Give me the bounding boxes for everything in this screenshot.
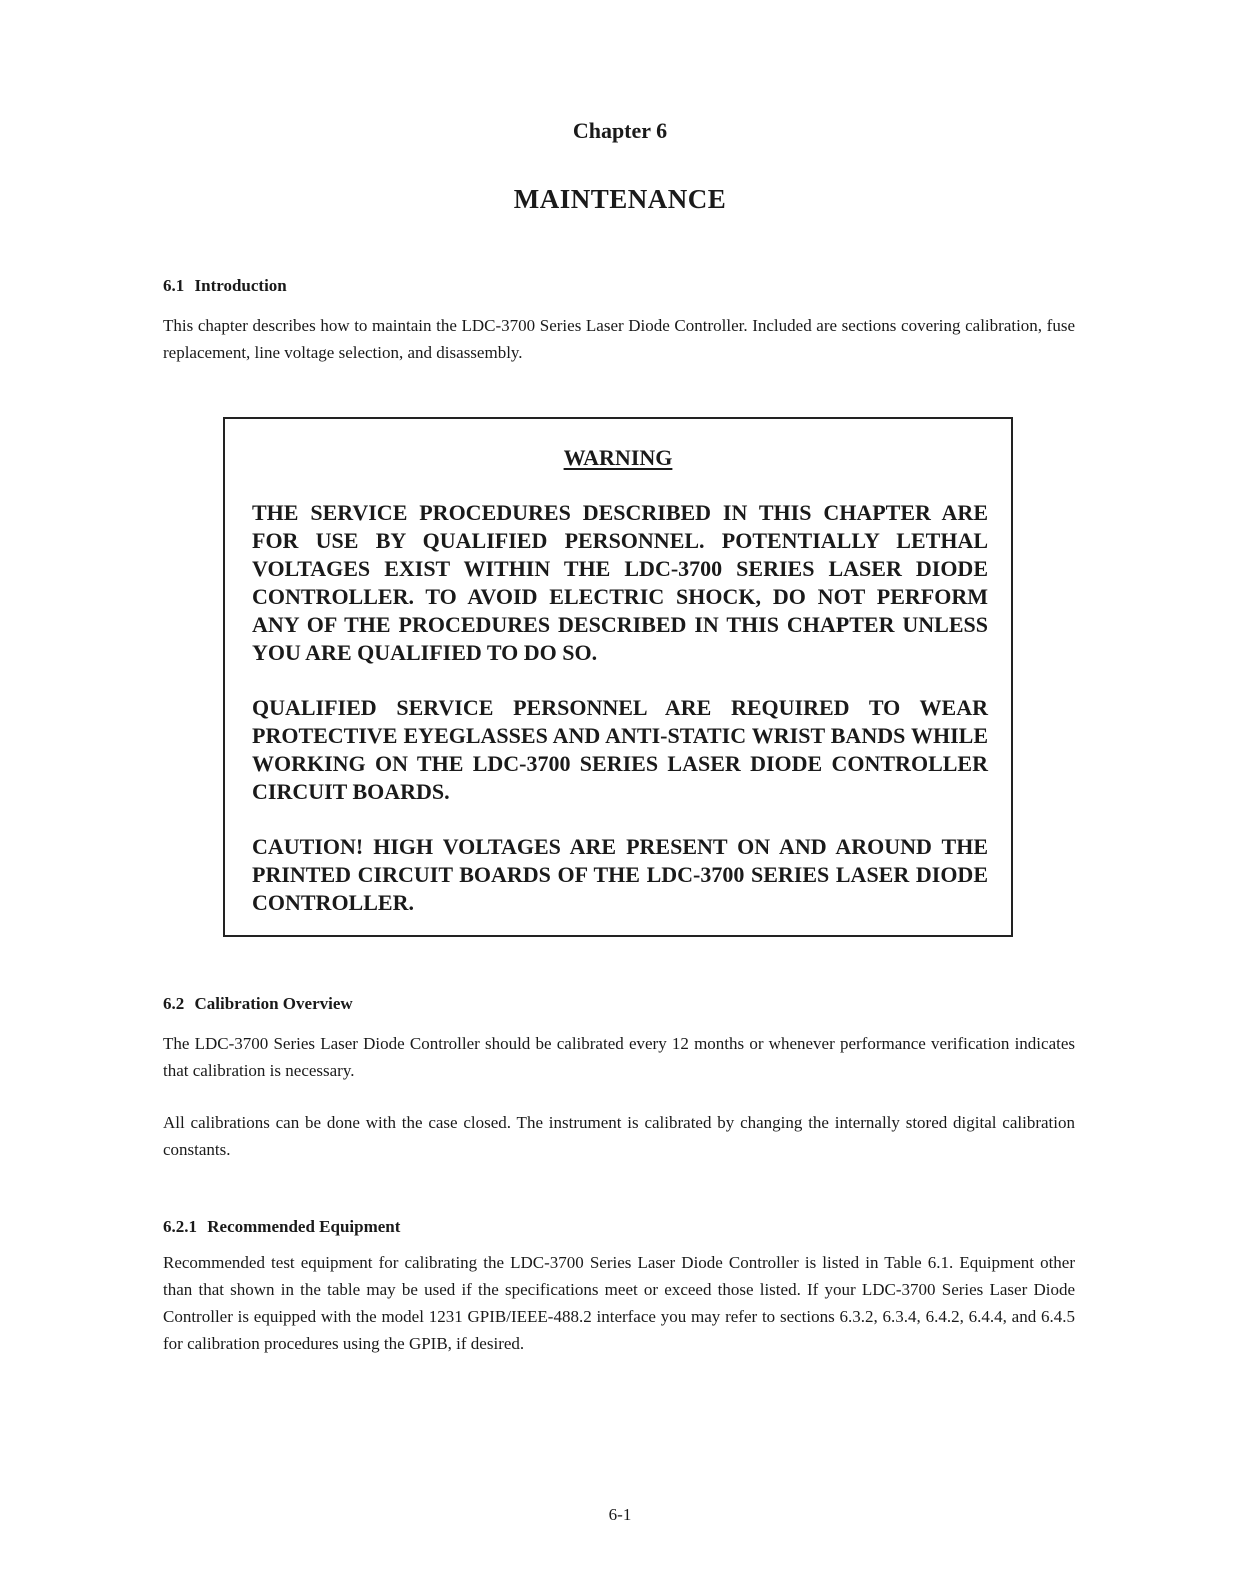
introduction-paragraph: This chapter describes how to maintain the LDC-3700 Series Laser Diode Controller. Included are sections covering calibration, fuse replacement, line voltage selection, and disassembly. [163,316,1075,362]
chapter-title: MAINTENANCE [513,184,727,214]
page-number: 6-1 [608,1505,632,1524]
calibration-paragraph-method: All calibrations can be done with the case closed. The instrument is calibrated by changing the internally stored digital calibration constants. [163,1113,1075,1159]
section-number: 6.2 [163,994,185,1013]
section-title: Recommended Equipment [207,1217,401,1236]
section-title: Introduction [194,276,287,295]
section-heading-recommended-equipment [163,1217,400,1237]
section-number: 6.1 [163,276,185,295]
section-title: Calibration Overview [194,994,353,1013]
warning-title: WARNING [563,445,673,470]
warning-paragraph-personnel: QUALIFIED SERVICE PERSONNEL ARE REQUIRED TO WEAR PROTECTIVE EYEGLASSES AND ANTI-STATIC WRIST BANDS WHILE WORKING ON THE LDC-3700 SERIES LASER DIODE CONTROLLER CIRCUIT BOARDS. [252,695,988,804]
chapter-label: Chapter 6 [572,118,668,143]
calibration-paragraph-schedule: The LDC-3700 Series Laser Diode Controller should be calibrated every 12 months or whenever performance verification indicates that calibration is necessary. [163,1034,1075,1080]
warning-box [223,417,1013,937]
section-heading-introduction [163,276,287,296]
warning-paragraph-caution: CAUTION! HIGH VOLTAGES ARE PRESENT ON AND AROUND THE PRINTED CIRCUIT BOARDS OF THE LDC-3700 SERIES LASER DIODE CONTROLLER. [252,834,988,915]
section-heading-calibration-overview [163,994,353,1014]
warning-paragraph-service: THE SERVICE PROCEDURES DESCRIBED IN THIS CHAPTER ARE FOR USE BY QUALIFIED PERSONNEL. POTENTIALLY LETHAL VOLTAGES EXIST WITHIN THE LDC-3700 SERIES LASER DIODE CONTROLLER. TO AVOID ELECTRIC SHOCK, DO NOT PERFORM ANY OF THE PROCEDURES DESCRIBED IN THIS CHAPTER UNLESS YOU ARE QUALIFIED TO DO SO. [252,500,988,665]
equipment-paragraph: Recommended test equipment for calibrating the LDC-3700 Series Laser Diode Controller is listed in Table 6.1. Equipment other than that shown in the table may be used if the specifications meet or exceed those listed. If your LDC-3700 Series Laser Diode Controller is equipped with the model 1231 GPIB/IEEE-488.2 interface you may refer to sections 6.3.2, 6.3.4, 6.4.2, 6.4.4, and 6.4.5 for calibration procedures using the GPIB, if desired. [163,1253,1075,1353]
section-number: 6.2.1 [163,1217,197,1236]
